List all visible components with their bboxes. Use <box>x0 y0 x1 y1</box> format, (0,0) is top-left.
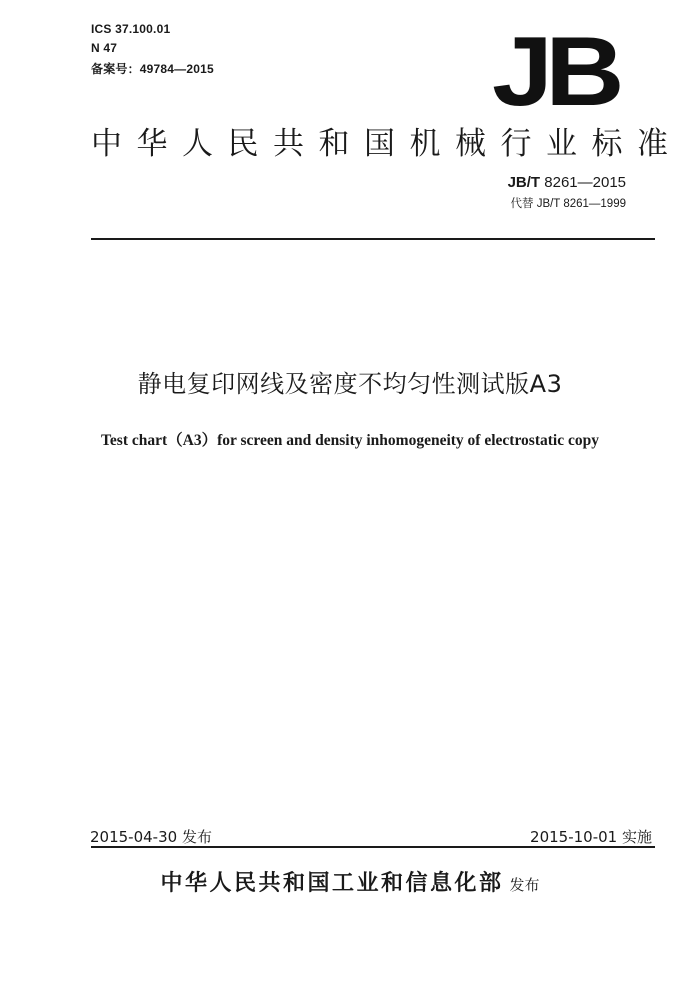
issuer-name: 中华人民共和国工业和信息化部 <box>160 871 504 896</box>
ccs-code: N 47 <box>91 41 118 55</box>
jb-logo: JB <box>492 16 617 126</box>
title-english: Test chart（A3）for screen and density inhomogeneity of electrostatic copy <box>101 432 599 449</box>
issuer-verb: 发布 <box>509 876 540 894</box>
replaces-standard: 代替 JB/T 8261—1999 <box>510 198 626 210</box>
ics-code: ICS 37.100.01 <box>91 22 171 36</box>
standard-prefix: JB/T <box>507 174 541 191</box>
header-divider <box>91 238 655 240</box>
organization-title: 中华人民共和国机械行业标准 <box>91 126 683 162</box>
title-chinese: 静电复印网线及密度不均匀性测试版A3 <box>137 370 563 398</box>
filing-number: 备案号：49784—2015 <box>91 62 214 76</box>
standard-code: 8261—2015 <box>540 174 626 191</box>
standard-number <box>508 174 626 191</box>
footer-divider <box>91 846 655 848</box>
publish-date: 2015-04-30 发布 <box>90 828 212 846</box>
implement-date: 2015-10-01 实施 <box>530 828 652 846</box>
issuer-line <box>0 866 700 897</box>
